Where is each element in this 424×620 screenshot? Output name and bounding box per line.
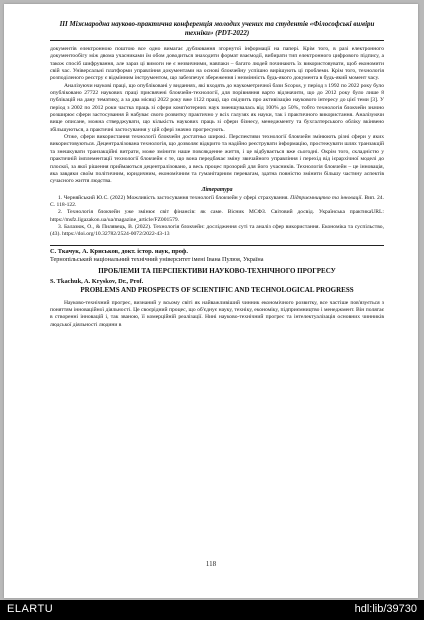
body-paragraph-2: Аналізуючи наукові праці, що опубліковані у виданнях, які входять до наукометричної бази Scopus, у період з 1992 по 2022 року було опубліковано 27722 наукових праці присвячені блокчейн-технології, для порівняння варто відзначити, що до 2012 року було лише 8 публікацій на дану тематику, а за два місяці 2022 року вже 1122 праці, що свідчить про активізацію наукового інтересу до цієї теми [3]. У період з 2002 по 2012 роки частка праць зі сфери комп'ютерних наук зменшувалась від 100% до 50%, тобто технологія блокчейн значно розширює сфери застосування й набуває свого розвитку практично у всіх галузях як науки, так і практичного використання. Аналізуючи вище описане, можна стверджувати, що кількість наукових праць зі сфери бізнесу, менеджменту та бухгалтерського обліку вкінвено збільшуються, а практичні застосування у цій сфері значно прогресують. (50, 82, 384, 133)
article-title: ПРОБЛЕМИ ТА ПЕРСПЕКТИВИ НАУКОВО-ТЕХНІЧНОГО ПРОГРЕСУ (98, 266, 336, 275)
reference-3: 3. Балазюк, О., & Пилявець, В. (2022). Технологія блокчейн: дослідження суті та аналіз сфер використання. Економіка та суспільство, (43). https://doi.org/10.32782/2524-0072/2022-43-13 (50, 223, 384, 238)
page-number: 118 (205, 560, 217, 568)
reference-1-journal: Підприємництво та інновації. (290, 194, 363, 201)
article-title-en: PROBLEMS AND PROSPECTS OF SCIENTIFIC AND TECHNOLOGICAL PROGRESS (80, 285, 354, 294)
article-authors: С. Ткачук, А. Криськов, докт. істор. наук, проф. (50, 245, 384, 256)
reference-2: 2. Технологія блокчейн уже змінює світ фінансів: як саме. Вісник МСФЗ. Світовий досвід. Українська практикаURL: https://msfz.ligazakon.ua/ua/magazine_article/FZ001579. (50, 209, 384, 223)
article-authors-en: S. Tkachuk, A. Kryskov, Dr., Prof. (50, 277, 144, 285)
reference-1-rest: Вип. 24. С. 118-122. (50, 194, 384, 208)
reference-1-text: 1. Черняйський Ю.С. (2022) Можливість застосування технології блокчейн у сфері страхування. (58, 194, 291, 201)
page-content (50, 20, 384, 329)
literature-heading: Література (201, 186, 233, 193)
reference-1 (50, 195, 384, 210)
repository-footer (0, 600, 424, 620)
repository-name: ELARTU (7, 603, 54, 615)
conference-header: ІІІ Міжнародна науково-практична конференція молодих учених та студентів «Філософські виміри техніки» (PDT-2022) (50, 20, 384, 41)
article-first-paragraph: Науково-технічний прогрес, визнаний у всьому світі як найважливіший чинник економічного розвитку, все частіше пов'язується з поняттям інноваційної діяльності. Це своєрідний процес, що об'єднує науку, техніку, економіку, підприємництво і менеджмент. Він полягає в створенні інновацій і, так званою, її комерційній реалізації. Нині науково-технічний прогрес та інтелектуалізація основних чинників людської діяльності людини в (50, 299, 384, 328)
document-page (4, 4, 418, 598)
article-affiliation: Тернопільський національний технічний університет імені Івана Пулюя, Україна (50, 255, 264, 263)
body-paragraph-3: Отже, сфери використання технології блокчейн достатньо широкі. Перспективи технології блокчейн змінюють різні сфери у яких використовуються. Децентралізована технологія, що дозволяє відкрито та надійно реєструвати інформацію, простежувати шлях транзакцій та знешкувати транзакційні витрати, може змінити наше повсякденне життя, і це відбувається вже сьогодні. Окрім того, складністю у практичній імплементації технології блокчейн є те, що вона передбачає зміну звичайного управління і перехід від ієрархічної моделі до плоскої, за якої рішення приймаються децентралізовано, а весь процес прозорий для його учасників. Технологія блокчейн – це інновація, яка завдяки своїм політичним, юридичним, економічним та гуманітарним перевагам, здатна повністю змінити більшу частину аспектів сучасного життя людства. (50, 134, 384, 185)
handle-identifier: hdl:lib/39730 (354, 603, 417, 615)
body-paragraph-1: документів електронною поштою все одно вимагає дублювання згорнутої інформації на папері. Крім того, в разі електронного документообігу між двома учасниками їм обом доводиться знаходити формат взаємодії, вибирати тип електронного цифрового підпису, а також спосіб шифрування, але зараз ці вимоги не є незвичними, навпаки – багато людей починають їх використовувати, щоб економити свій час. Універсальні платформи управління документами на основі блокчейну успішно вирішують ці проблеми. Крім того, технологія розподіленого реєстру є відмінним інструментом, що забезпечує збереження і незмінність будь-якого документа в будь-який момент часу. (50, 46, 384, 82)
